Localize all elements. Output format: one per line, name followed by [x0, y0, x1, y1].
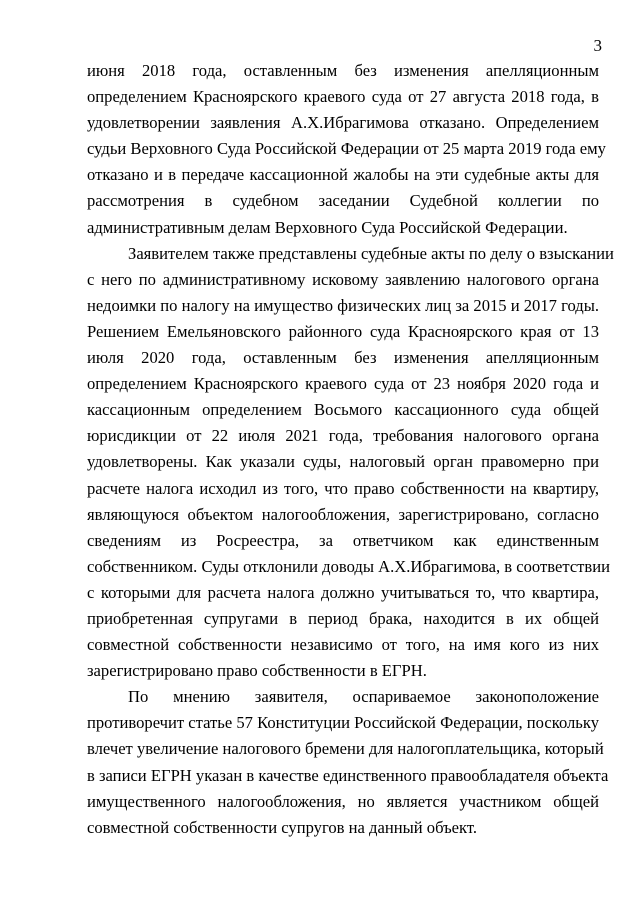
text-line: противоречит статье 57 Конституции Российской Федерации, поскольку: [87, 713, 599, 733]
text-line: влечет увеличение налогового бремени для налогоплательщика, который: [87, 739, 604, 759]
text-line: приобретенная супругами в период брака, находится в их общей: [87, 608, 599, 628]
text-line: являющуюся объектом налогообложения, зарегистрировано, согласно: [87, 504, 599, 524]
text-line: в записи ЕГРН указан в качестве единственного правообладателя объекта: [87, 765, 609, 785]
text-line: с него по административному исковому заявлению налогового органа: [87, 269, 599, 289]
text-line: определением Красноярского краевого суда от 27 августа 2018 года, в: [87, 87, 599, 107]
text-line: Заявителем также представлены судебные акты по делу о взыскании: [128, 243, 614, 263]
text-line: июля 2020 года, оставленным без изменения апелляционным: [87, 348, 599, 368]
paragraph-3: [87, 684, 609, 841]
page-number: 3: [593, 36, 602, 55]
text-line: с которыми для расчета налога должно учитываться то, что квартира,: [87, 582, 599, 602]
text-line: недоимки по налогу на имущество физических лиц за 2015 и 2017 годы.: [87, 295, 600, 315]
text-line: зарегистрировано право собственности в ЕГРН.: [87, 661, 427, 681]
text-line: июня 2018 года, оставленным без изменения апелляционным: [87, 61, 599, 80]
text-line: отказано и в передаче кассационной жалобы на эти судебные акты для: [87, 165, 599, 185]
text-line: расчете налога исходил из того, что право собственности на квартиру,: [87, 478, 599, 498]
paragraph-2: [87, 241, 614, 685]
text-line: удовлетворены. Как указали суды, налоговый орган правомерно при: [87, 452, 599, 472]
text-line: административным делам Верховного Суда Российской Федерации.: [87, 217, 568, 237]
text-line: удовлетворении заявления А.Х.Ибрагимова отказано. Определением: [87, 113, 599, 133]
paragraph-1: [87, 58, 606, 241]
text-line: судьи Верховного Суда Российской Федерации от 25 марта 2019 года ему: [87, 139, 606, 159]
text-line: собственником. Суды отклонили доводы А.Х.Ибрагимова, в соответствии: [87, 556, 611, 576]
text-line: совместной собственности независимо от того, на имя кого из них: [87, 635, 599, 655]
text-line: имущественного налогообложения, но является участником общей: [87, 791, 599, 811]
text-line: определением Красноярского краевого суда от 23 ноября 2020 года и: [87, 374, 599, 394]
document-body: [87, 58, 614, 841]
text-line: кассационным определением Восьмого кассационного суда общей: [87, 400, 599, 420]
text-line: совместной собственности супругов на данный объект.: [87, 817, 478, 837]
text-line: По мнению заявителя, оспариваемое законоположение: [128, 687, 599, 707]
text-line: рассмотрения в судебном заседании Судебной коллегии по: [87, 191, 599, 211]
text-line: Решением Емельяновского районного суда Красноярского края от 13: [87, 321, 599, 341]
text-line: сведениям из Росреестра, за ответчиком как единственным: [87, 530, 599, 550]
text-line: юрисдикции от 22 июля 2021 года, требования налогового органа: [87, 426, 599, 446]
